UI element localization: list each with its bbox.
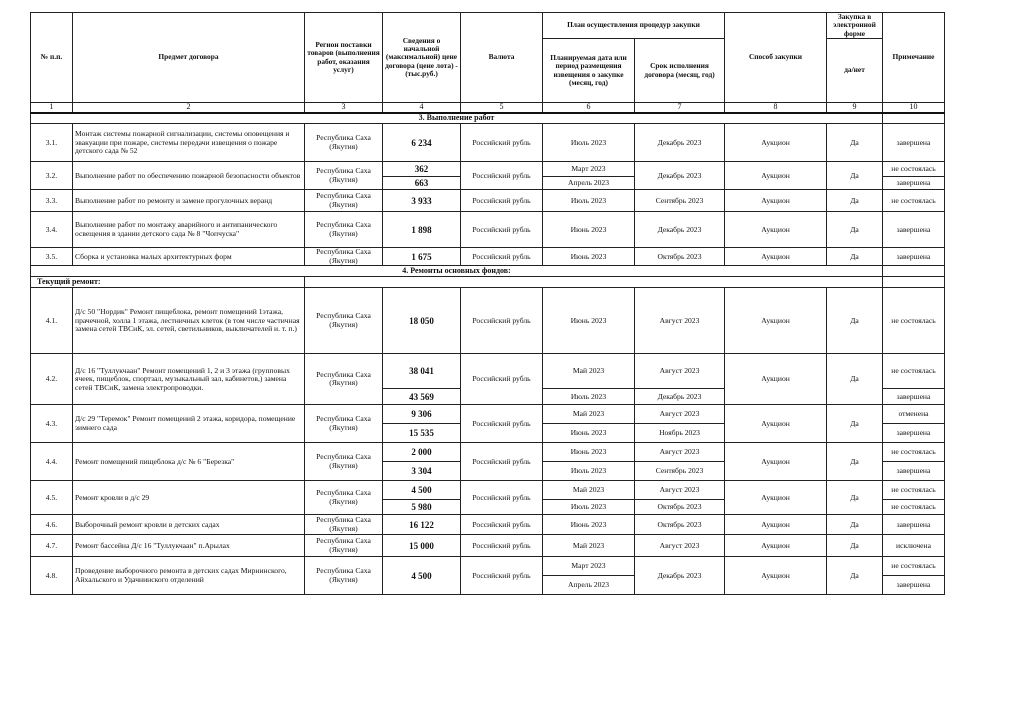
- row-number: 4.2.: [31, 354, 73, 405]
- row-currency: Российский рубль: [461, 190, 543, 212]
- section-title-label: 3. Выполнение работ: [31, 113, 883, 124]
- header-method: Способ закупки: [725, 13, 827, 103]
- row-note: завершена: [883, 576, 945, 595]
- col-index: 5: [461, 103, 543, 113]
- row-subject: Выборочный ремонт кровли в детских садах: [73, 515, 305, 535]
- row-plan-term: Август 2023: [635, 354, 725, 389]
- row-method: Аукцион: [725, 481, 827, 515]
- table-row: [31, 212, 945, 248]
- row-plan-date: Июнь 2023: [543, 212, 635, 248]
- row-method: Аукцион: [725, 162, 827, 190]
- row-price: 15 535: [383, 424, 461, 443]
- row-plan-term: Август 2023: [635, 288, 725, 354]
- col-index: 4: [383, 103, 461, 113]
- section-title: [31, 113, 945, 124]
- row-number: 4.6.: [31, 515, 73, 535]
- col-index: 1: [31, 103, 73, 113]
- row-electronic: Да: [827, 190, 883, 212]
- table-row: [31, 515, 945, 535]
- row-plan-term: Декабрь 2023: [635, 389, 725, 405]
- table-row: [31, 481, 945, 500]
- section-title: [31, 266, 945, 277]
- table-body: [31, 113, 945, 595]
- col-index: 2: [73, 103, 305, 113]
- row-electronic: Да: [827, 124, 883, 162]
- row-plan-date: Март 2023: [543, 557, 635, 576]
- row-electronic: Да: [827, 557, 883, 595]
- header-subject: Предмет договора: [73, 13, 305, 103]
- row-electronic: Да: [827, 248, 883, 266]
- row-subject: Монтаж системы пожарной сигнализации, системы оповещения и эвакуации при пожаре, системы передачи извещения о пожаре детского сада № 52: [73, 124, 305, 162]
- row-price: 3 933: [383, 190, 461, 212]
- row-note: не состоялась: [883, 288, 945, 354]
- row-note: завершена: [883, 462, 945, 481]
- row-note: завершена: [883, 389, 945, 405]
- row-price: 3 304: [383, 462, 461, 481]
- row-plan-date: Июль 2023: [543, 190, 635, 212]
- row-price: 9 306: [383, 405, 461, 424]
- row-subject: Д/с 29 "Теремок" Ремонт помещений 2 этажа, коридора, помещение зимнего сада: [73, 405, 305, 443]
- table-row: [31, 288, 945, 354]
- row-plan-date: Апрель 2023: [543, 177, 635, 190]
- row-number: 4.1.: [31, 288, 73, 354]
- row-method: Аукцион: [725, 124, 827, 162]
- row-plan-term: Октябрь 2023: [635, 500, 725, 515]
- row-plan-term: Декабрь 2023: [635, 162, 725, 190]
- row-note: не состоялась: [883, 500, 945, 515]
- row-price: 38 041: [383, 354, 461, 389]
- subsection-title-label: Текущий ремонт:: [31, 277, 305, 288]
- row-plan-date: Июль 2023: [543, 462, 635, 481]
- header-price: Сведения о начальной (максимальной) цене договора (цене лота) - (тыс.руб.): [383, 13, 461, 103]
- row-region: Республика Саха (Якутия): [305, 288, 383, 354]
- row-note: завершена: [883, 424, 945, 443]
- row-method: Аукцион: [725, 515, 827, 535]
- table-row: [31, 535, 945, 557]
- row-plan-date: Июль 2023: [543, 500, 635, 515]
- col-index: 7: [635, 103, 725, 113]
- row-currency: Российский рубль: [461, 248, 543, 266]
- procurement-table-sheet: [30, 12, 944, 595]
- row-electronic: Да: [827, 354, 883, 405]
- row-number: 4.8.: [31, 557, 73, 595]
- row-plan-term: Декабрь 2023: [635, 124, 725, 162]
- row-number: 4.5.: [31, 481, 73, 515]
- row-note: завершена: [883, 124, 945, 162]
- col-index: 8: [725, 103, 827, 113]
- row-note: исключена: [883, 535, 945, 557]
- row-subject: Выполнение работ по монтажу аварийного и антипанического освещения в здании детского сада № 8 "Чопчуска": [73, 212, 305, 248]
- row-plan-date: Май 2023: [543, 354, 635, 389]
- row-region: Республика Саха (Якутия): [305, 443, 383, 481]
- row-number: 3.5.: [31, 248, 73, 266]
- row-number: 4.7.: [31, 535, 73, 557]
- row-plan-date: Июнь 2023: [543, 443, 635, 462]
- row-plan-term: Декабрь 2023: [635, 212, 725, 248]
- row-region: Республика Саха (Якутия): [305, 515, 383, 535]
- row-note: не состоялась: [883, 162, 945, 177]
- row-electronic: Да: [827, 212, 883, 248]
- row-region: Республика Саха (Якутия): [305, 248, 383, 266]
- row-price: 43 569: [383, 389, 461, 405]
- row-number: 3.3.: [31, 190, 73, 212]
- row-plan-term: Октябрь 2023: [635, 515, 725, 535]
- row-subject: Сборка и установка малых архитектурных форм: [73, 248, 305, 266]
- header-currency: Валюта: [461, 13, 543, 103]
- row-currency: Российский рубль: [461, 212, 543, 248]
- row-subject: Ремонт кровли в д/с 29: [73, 481, 305, 515]
- section-title-label: 4. Ремонты основных фондов:: [31, 266, 883, 277]
- row-plan-date: Апрель 2023: [543, 576, 635, 595]
- row-subject: Проведение выборочного ремонта в детских садах Мирнинского, Айхальского и Удачнинского отделений: [73, 557, 305, 595]
- col-index: 3: [305, 103, 383, 113]
- row-price: 1 898: [383, 212, 461, 248]
- row-subject: Выполнение работ по ремонту и замене прогулочных веранд: [73, 190, 305, 212]
- row-plan-term: Октябрь 2023: [635, 248, 725, 266]
- row-currency: Российский рубль: [461, 162, 543, 190]
- row-number: 4.4.: [31, 443, 73, 481]
- row-price: 6 234: [383, 124, 461, 162]
- row-plan-term: Сентябрь 2023: [635, 462, 725, 481]
- row-electronic: Да: [827, 288, 883, 354]
- row-electronic: Да: [827, 515, 883, 535]
- row-region: Республика Саха (Якутия): [305, 405, 383, 443]
- row-method: Аукцион: [725, 288, 827, 354]
- col-index: 6: [543, 103, 635, 113]
- row-currency: Российский рубль: [461, 557, 543, 595]
- row-plan-term: Ноябрь 2023: [635, 424, 725, 443]
- row-price: 4 500: [383, 481, 461, 500]
- row-note: завершена: [883, 515, 945, 535]
- row-region: Республика Саха (Якутия): [305, 557, 383, 595]
- row-plan-date: Июнь 2023: [543, 288, 635, 354]
- empty-cell: [305, 277, 883, 288]
- row-plan-term: Сентябрь 2023: [635, 190, 725, 212]
- row-currency: Российский рубль: [461, 405, 543, 443]
- header-plan: План осуществления процедур закупки: [543, 13, 725, 39]
- row-price: 16 122: [383, 515, 461, 535]
- row-plan-date: Июнь 2023: [543, 424, 635, 443]
- header-electronic-sub: да/нет: [827, 39, 883, 103]
- table-row: [31, 443, 945, 462]
- row-plan-term: Август 2023: [635, 443, 725, 462]
- row-number: 3.4.: [31, 212, 73, 248]
- table-row: [31, 162, 945, 177]
- row-subject: Ремонт бассейна Д/с 16 "Туллукчаан" п.Арылах: [73, 535, 305, 557]
- row-subject: Выполнение работ по обеспечению пожарной безопасности объектов: [73, 162, 305, 190]
- col-index: 9: [827, 103, 883, 113]
- row-subject: Д/с 50 "Нордик" Ремонт пищеблока, ремонт помещений 1этажа, прачечной, холла 1 этажа, лестничных клеток (в том числе частичная замена сетей ТВСиК, эл. сетей, светильников, выключателей и. т. п.): [73, 288, 305, 354]
- table-row: [31, 405, 945, 424]
- row-subject: Ремонт помещений пищеблока д/с № 6 "Березка": [73, 443, 305, 481]
- row-currency: Российский рубль: [461, 443, 543, 481]
- row-currency: Российский рубль: [461, 124, 543, 162]
- empty-cell: [883, 113, 945, 124]
- row-method: Аукцион: [725, 405, 827, 443]
- empty-cell: [883, 266, 945, 277]
- row-electronic: Да: [827, 162, 883, 190]
- row-currency: Российский рубль: [461, 535, 543, 557]
- row-plan-term: Август 2023: [635, 535, 725, 557]
- row-subject: Д/с 16 "Туллукчаан" Ремонт помещений 1, 2 и 3 этажа (групповых ячеек, пищеблок, спортзал, музыкальный зал, кабинетов,) замена сетей ТВСиК, замена электропроводки.: [73, 354, 305, 405]
- row-currency: Российский рубль: [461, 354, 543, 405]
- row-region: Республика Саха (Якутия): [305, 535, 383, 557]
- row-region: Республика Саха (Якутия): [305, 124, 383, 162]
- row-number: 3.1.: [31, 124, 73, 162]
- table-row: [31, 354, 945, 389]
- row-note: завершена: [883, 177, 945, 190]
- header-note: Примечание: [883, 13, 945, 103]
- row-region: Республика Саха (Якутия): [305, 162, 383, 190]
- row-price: 15 000: [383, 535, 461, 557]
- table-row: [31, 124, 945, 162]
- row-note: не состоялась: [883, 190, 945, 212]
- row-plan-date: Июнь 2023: [543, 515, 635, 535]
- row-plan-term: Август 2023: [635, 405, 725, 424]
- row-price: 18 050: [383, 288, 461, 354]
- row-electronic: Да: [827, 443, 883, 481]
- row-note: отменена: [883, 405, 945, 424]
- header-num: № п.п.: [31, 13, 73, 103]
- row-number: 3.2.: [31, 162, 73, 190]
- empty-cell: [883, 277, 945, 288]
- row-electronic: Да: [827, 535, 883, 557]
- header-electronic: Закупка в электронной форме: [827, 13, 883, 39]
- row-electronic: Да: [827, 405, 883, 443]
- row-plan-date: Июль 2023: [543, 124, 635, 162]
- row-note: не состоялась: [883, 557, 945, 576]
- row-region: Республика Саха (Якутия): [305, 481, 383, 515]
- row-plan-date: Июнь 2023: [543, 248, 635, 266]
- row-plan-date: Май 2023: [543, 481, 635, 500]
- row-price: 5 980: [383, 500, 461, 515]
- row-electronic: Да: [827, 481, 883, 515]
- row-number: 4.3.: [31, 405, 73, 443]
- row-price: 1 675: [383, 248, 461, 266]
- row-note: не состоялась: [883, 481, 945, 500]
- row-price: 663: [383, 177, 461, 190]
- row-method: Аукцион: [725, 212, 827, 248]
- row-note: завершена: [883, 248, 945, 266]
- row-region: Республика Саха (Якутия): [305, 212, 383, 248]
- row-currency: Российский рубль: [461, 515, 543, 535]
- header-region: Регион поставки товаров (выполнения работ, оказания услуг): [305, 13, 383, 103]
- row-plan-term: Декабрь 2023: [635, 557, 725, 595]
- subsection-title: [31, 277, 945, 288]
- row-method: Аукцион: [725, 443, 827, 481]
- row-method: Аукцион: [725, 190, 827, 212]
- table-row: [31, 190, 945, 212]
- row-method: Аукцион: [725, 248, 827, 266]
- row-region: Республика Саха (Якутия): [305, 354, 383, 405]
- row-price: 4 500: [383, 557, 461, 595]
- row-method: Аукцион: [725, 557, 827, 595]
- row-plan-term: Август 2023: [635, 481, 725, 500]
- row-price: 362: [383, 162, 461, 177]
- row-note: завершена: [883, 212, 945, 248]
- row-plan-date: Май 2023: [543, 535, 635, 557]
- row-plan-date: Март 2023: [543, 162, 635, 177]
- header-plan-date: Планируемая дата или период размещения извещения о закупке (месяц, год): [543, 39, 635, 103]
- row-plan-date: Июль 2023: [543, 389, 635, 405]
- table-row: [31, 248, 945, 266]
- row-method: Аукцион: [725, 535, 827, 557]
- row-note: не состоялась: [883, 443, 945, 462]
- row-method: Аукцион: [725, 354, 827, 405]
- row-region: Республика Саха (Якутия): [305, 190, 383, 212]
- table-row: [31, 557, 945, 576]
- header-plan-term: Срок исполнения договора (месяц, год): [635, 39, 725, 103]
- procurement-plan-table: [30, 12, 945, 595]
- row-note: не состоялась: [883, 354, 945, 389]
- col-index: 10: [883, 103, 945, 113]
- row-currency: Российский рубль: [461, 288, 543, 354]
- row-currency: Российский рубль: [461, 481, 543, 515]
- row-price: 2 000: [383, 443, 461, 462]
- row-plan-date: Май 2023: [543, 405, 635, 424]
